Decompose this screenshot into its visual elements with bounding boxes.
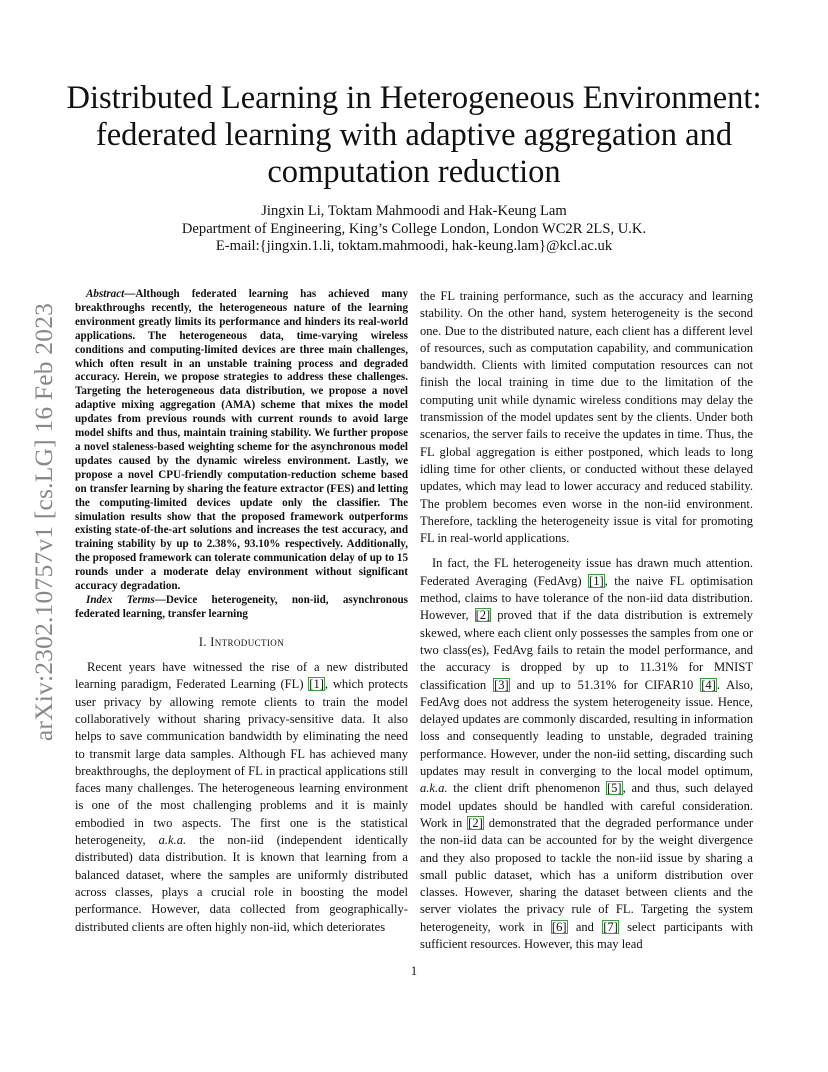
page-number: 1 [410, 964, 418, 978]
abstract [75, 288, 408, 594]
index-terms-text: —Device heterogeneity, non-iid, asynchronous federated learning, transfer learning [75, 593, 408, 620]
emphasis: a.k.a. [420, 781, 448, 796]
paragraph: the FL training performance, such as the accuracy and learning stability. On the other hand, system heterogeneity is the second one. Due to the distributed nature, each client has a different level of resources, such as computation capability, and communication bandwidth. Clients with limited computation resources can not finish the local training in time due to the limitation of the computing unit while dynamic wireless conditions may delay the transmission of the model updates sent by the clients. Under both scenarios, the server fails to receive the updates in time. Thus, the FL global aggregation is either postponed, which leads to long idling time for other clients, or conducted without these delayed updates, which may lead to lower accuracy and reduced stability. The problem becomes even worse in the non-iid environment. Therefore, tackling the heterogeneity issue is vital for promoting FL in real-world applications. [420, 289, 753, 546]
paper-title [40, 80, 788, 191]
section-title: Introduction [210, 634, 285, 649]
citation-link[interactable]: [3] [494, 677, 509, 692]
citation-link[interactable]: [7] [603, 919, 618, 934]
citation-link[interactable]: [5] [606, 781, 622, 796]
author-names: Jingxin Li, Toktam Mahmoodi and Hak-Keung Lam [261, 203, 567, 219]
section-numeral: I. [198, 634, 211, 649]
introduction-right-text [420, 288, 753, 953]
abstract-label: Abstract [86, 288, 125, 300]
citation-link[interactable]: [4] [701, 677, 716, 692]
citation-link[interactable]: [1] [309, 677, 324, 692]
abstract-text: —Although federated learning has achieved many breakthroughs recently, the heterogeneous nature of the learning environment greatly limits its performance and hinders its real-world applications. The heterogeneous data, time-varying wireless conditions and computing-limited devices are three main challenges, which often result in an unstable training process and degraded accuracy. Herein, we propose strategies to address these challenges. Targeting the heterogeneous data distribution, we propose a novel adaptive mixing aggregation (AMA) scheme that mixes the model updates from previous rounds with current rounds to avoid large model shifts and thus, maintain training stability. We further propose a novel staleness-based weighting scheme for the asynchronous model updates caused by the dynamic wireless environment. Lastly, we propose a novel CPU-friendly computation-reduction scheme based on transfer learning by sharing the feature extractor (FES) and letting the computing-limited devices update only the classifier. The simulation results show that the proposed framework outperforms existing state-of-the-art solutions and increases the test accuracy, and training stability by up to 2.38%, 93.10% respectively. Additionally, the proposed framework can tolerate communication delay of up to 15 rounds under a moderate delay environment without significant accuracy degradation. [75, 288, 408, 593]
section-heading-introduction [75, 634, 408, 651]
author-block [40, 203, 788, 256]
title-line: Distributed Learning in Heterogeneous Environment: [66, 80, 762, 116]
right-column [420, 288, 753, 953]
emphasis: a.k.a. [158, 833, 187, 848]
title-line: federated learning with adaptive aggregation and [95, 117, 733, 153]
introduction-left-text [75, 659, 408, 936]
paragraph: Recent years have witnessed the rise of a new distributed learning paradigm, Federated Learning (FL) [1], which protects user privacy by allowing remote clients to train the model collaboratively without sharing privacy-sensitive data. It also helps to save communication bandwidth by eliminating the need to transmit large data samples. Although FL has achieved many breakthroughs, the deployment of FL in practical applications still faces many challenges. The heterogeneous learning environment is one of the most challenging problems and it is mainly embodied in two aspects. The first one is the statistical heterogeneity, a.k.a. the non-iid (independent identically distributed) data distribution. It is known that learning from a balanced dataset, where the samples are uniformly distributed across classes, plays a crucial role in boosting the model performance. However, data collected from geographically-distributed clients are often highly non-iid, which deteriorates [75, 660, 408, 934]
citation-link[interactable]: [2] [468, 815, 483, 830]
citation-link[interactable]: [6] [551, 919, 567, 934]
index-terms-label: Index Terms [86, 593, 155, 606]
arxiv-identifier-stamp [20, 286, 68, 758]
left-column [75, 288, 408, 936]
author-affiliation: Department of Engineering, King’s College London, London WC2R 2LS, U.K. [181, 220, 647, 237]
citation-link[interactable]: [2] [475, 608, 491, 623]
title-line: computation reduction [267, 154, 561, 190]
index-terms [75, 594, 408, 622]
arxiv-identifier-text: arXiv:2302.10757v1 [cs.LG] 16 Feb 2023 [29, 302, 58, 742]
author-email: E-mail:{jingxin.1.li, toktam.mahmoodi, hak-keung.lam}@kcl.ac.uk [215, 238, 613, 254]
paragraph: In fact, the FL heterogeneity issue has drawn much attention. Federated Averaging (FedAvg) [1], the naive FL optimisation method, claims to have tolerance of the non-iid data distribution. However, [2] proved that if the data distribution is extremely skewed, where each client only possesses the samples from one or two class(es), FedAvg fails to retain the model performance, and the accuracy is dropped by up to 11.31% for MNIST classification [3] and up to 51.31% for CIFAR10 [4]. Also, FedAvg does not address the system heterogeneity issue. Hence, delayed updates are commonly discarded, resulting in information loss and consequently leading to unstable, degraded training performance. However, under the non-iid setting, discarding such updates may result in converging to the local model optimum, a.k.a. the client drift phenomenon [5], and thus, such delayed model updates should be handled with careful consideration. Work in [2] demonstrated that the degraded performance under the non-iid data can be accounted for by the weight divergence and they also proposed to tackle the non-iid issue by sharing a small public dataset, which has a uniform distribution over classes. However, sharing the dataset between clients and the server violates the privacy rule of FL. Targeting the system heterogeneity, work in [6] and [7] select participants with sufficient resources. However, this may lead [420, 556, 754, 951]
citation-link[interactable]: [1] [589, 573, 604, 588]
